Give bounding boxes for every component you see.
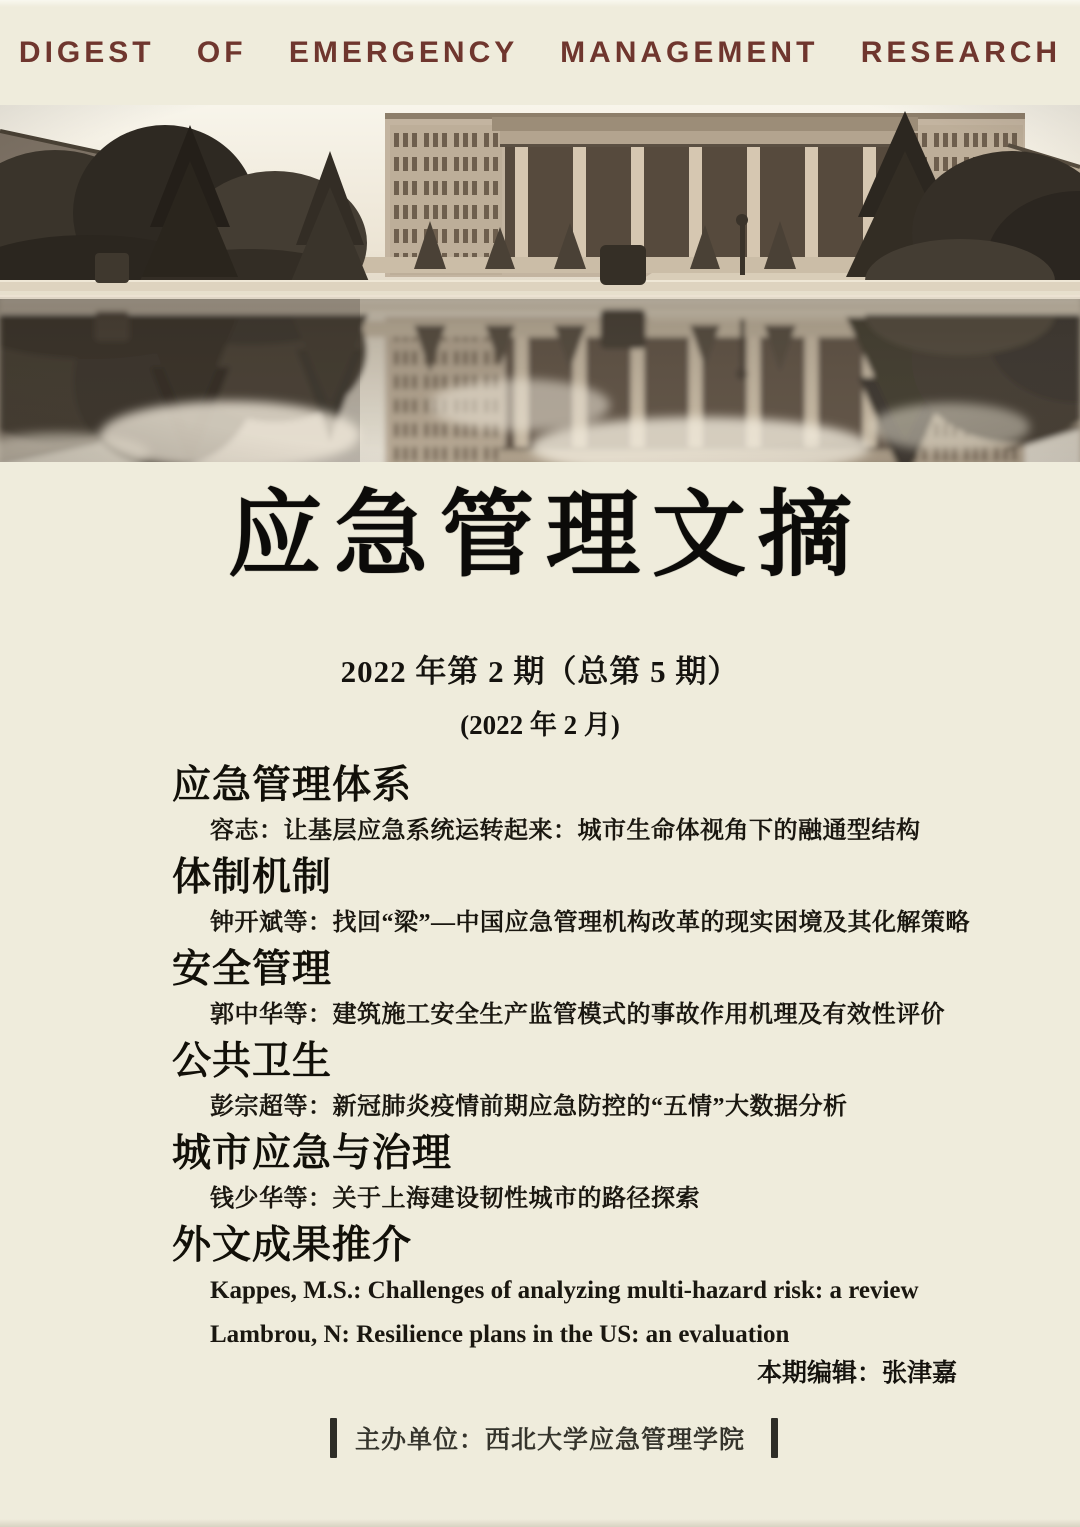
footer-left-bar-icon (330, 1418, 337, 1458)
journal-english-title: DIGEST OF EMERGENCY MANAGEMENT RESEARCH (18, 35, 1062, 69)
issue-number-line: 2022 年第 2 期（总第 5 期） (340, 653, 740, 689)
toc-section-heading: 应急管理体系 (172, 763, 413, 807)
toc-item: 彭宗超等：新冠肺炎疫情前期应急防控的“五情”大数据分析 (210, 1093, 848, 1120)
campus-photo-illustration (0, 105, 1080, 462)
toc-section-safety-management (172, 945, 1020, 1031)
cover-photo (0, 105, 1080, 462)
journal-title: 应急管理文摘 (227, 480, 864, 590)
toc-item: 容志：让基层应急系统运转起来：城市生命体视角下的融通型结构 (210, 817, 921, 844)
editor-credit: 本期编辑：张津嘉 (756, 1358, 957, 1387)
issue-month-line: (2022 年 2 月) (460, 709, 620, 740)
table-of-contents (172, 761, 1020, 1351)
toc-section-institutional-mechanisms (172, 853, 1020, 939)
masthead (0, 0, 1080, 105)
toc-section-urban-emergency-governance (172, 1129, 1020, 1215)
toc-item: 钱少华等：关于上海建设韧性城市的路径探索 (210, 1185, 700, 1212)
toc-section-public-health (172, 1037, 1020, 1123)
toc-section-heading: 安全管理 (172, 947, 333, 991)
toc-section-foreign-research (172, 1221, 1020, 1351)
organizer-text: 主办单位：西北大学应急管理学院 (354, 1426, 745, 1454)
toc-item: Lambrou, N: Resilience plans in the US: an evaluation (210, 1320, 790, 1348)
toc-section-emergency-management-system (172, 761, 1020, 847)
toc-item: Kappes, M.S.: Challenges of analyzing multi-hazard risk: a review (210, 1276, 919, 1304)
footer (14, 1418, 1080, 1458)
toc-section-heading: 城市应急与治理 (172, 1131, 453, 1175)
footer-right-bar-icon (771, 1418, 778, 1458)
toc-section-heading: 公共卫生 (172, 1039, 333, 1083)
toc-section-heading: 体制机制 (172, 855, 333, 899)
toc-item: 郭中华等：建筑施工安全生产监管模式的事故作用机理及有效性评价 (210, 1001, 945, 1028)
toc-item: 钟开斌等：找回“梁”—中国应急管理机构改革的现实困境及其化解策略 (210, 909, 970, 936)
toc-section-heading: 外文成果推介 (172, 1223, 413, 1267)
